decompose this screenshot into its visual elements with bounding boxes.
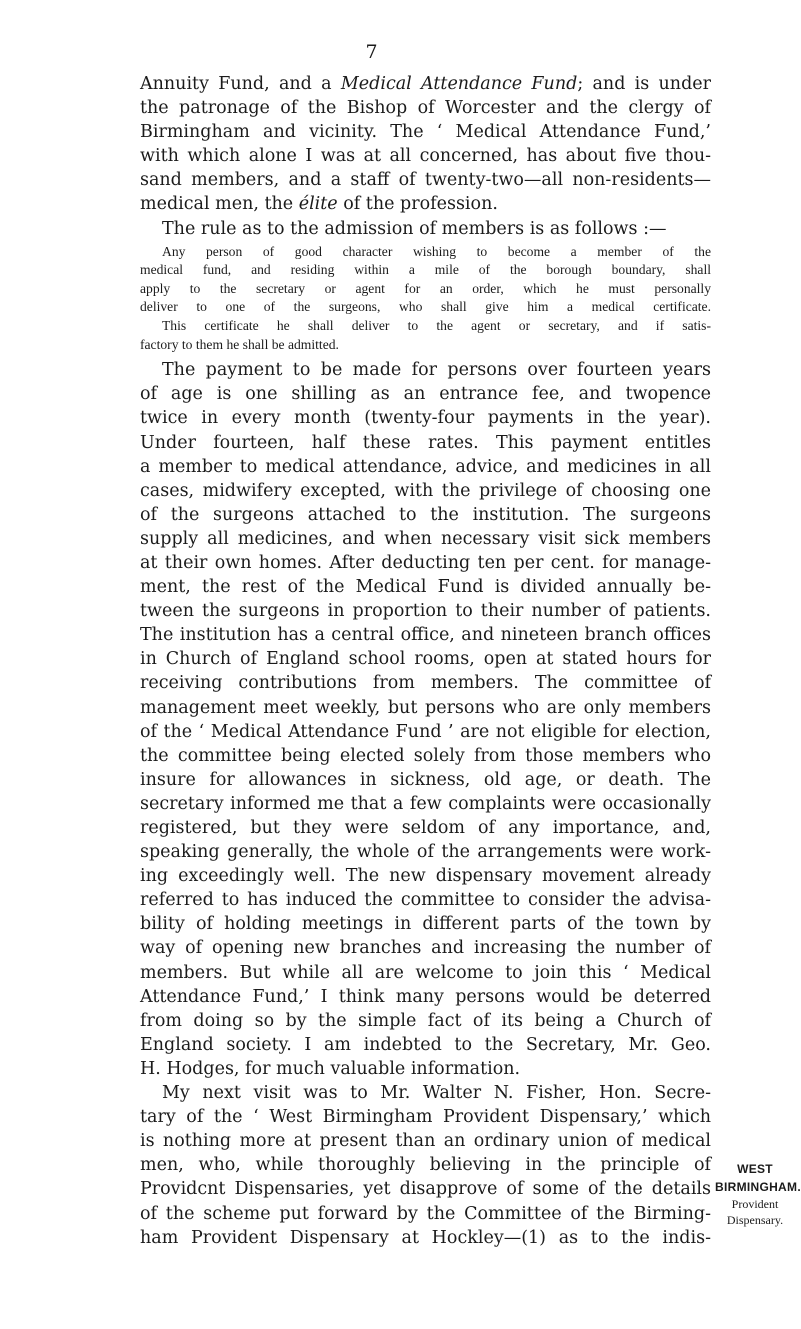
text-line: receiving contributions from members. The committee of xyxy=(140,673,711,694)
text-line: is nothing more at present than an ordinary union of medical xyxy=(140,1131,711,1152)
rule-intro: The rule as to the admission of members is as follows :— xyxy=(162,218,667,239)
text-line: ment, the rest of the Medical Fund is divided annually be- xyxy=(140,577,711,598)
text-line: referred to has induced the committee to consider the advisa- xyxy=(140,890,711,911)
text-line: Birmingham and vicinity. The ‘ Medical Attendance Fund,’ xyxy=(140,122,711,143)
text-line: The payment to be made for persons over fourteen years xyxy=(162,360,711,381)
text-line: ing exceedingly well. The new dispensary movement already xyxy=(140,866,711,887)
text-line: of the scheme put forward by the Committee of the Birming- xyxy=(140,1203,711,1224)
italic-elite: élite xyxy=(298,194,338,215)
text-line: My next visit was to Mr. Walter N. Fisher, Hon. Secre- xyxy=(162,1083,711,1104)
text-line: speaking generally, the whole of the arrangements were work- xyxy=(140,842,711,863)
text-fragment: medical men, the xyxy=(140,194,299,215)
text-line: The institution has a central office, and nineteen branch offices xyxy=(140,625,711,646)
text-fragment: ; and is under xyxy=(577,74,711,94)
text-line: bility of holding meetings in different parts of the town by xyxy=(140,914,711,935)
quoted-rule xyxy=(140,243,711,355)
text-line: ham Provident Dispensary at Hockley—(1) as to the indis- xyxy=(140,1227,711,1248)
text-line: Attendance Fund,’ I think many persons would be deterred xyxy=(140,986,711,1007)
quote-line: This certificate he shall deliver to the agent or secretary, and if satis- xyxy=(162,318,711,334)
text-line: H. Hodges, for much valuable information. xyxy=(140,1058,521,1079)
text-line: tary of the ‘ West Birmingham Provident Dispensary,’ which xyxy=(140,1107,711,1128)
quote-line: apply to the secretary or agent for an order, which he must personally xyxy=(140,280,711,296)
text-line: England society. I am indebted to the Secretary, Mr. Geo. xyxy=(140,1034,711,1055)
text-line: twice in every month (twenty-four payments in the year). xyxy=(140,408,711,429)
text-line: the patronage of the Bishop of Worcester and the clergy of xyxy=(140,98,711,119)
sidenote-title-line2: BIRMINGHAM. xyxy=(715,1180,801,1194)
page-number: 7 xyxy=(365,41,378,63)
quote-line: Any person of good character wishing to become a member of the xyxy=(162,243,711,259)
text-line: insure for allowances in sickness, old age, or death. The xyxy=(140,769,711,790)
text-line: from doing so by the simple fact of its being a Church of xyxy=(140,1010,711,1031)
quote-line: deliver to one of the surgeons, who shall give him a medical certificate. xyxy=(140,299,711,315)
text-line: the committee being elected solely from those members who xyxy=(140,745,711,766)
sidenote-title-line1: WEST xyxy=(737,1162,773,1176)
quote-line: factory to them he shall be admitted. xyxy=(140,336,339,352)
italic-fund-name: Medical Attendance Fund xyxy=(340,74,578,94)
text-line: Providcnt Dispensaries, yet disapprove of some of the details xyxy=(140,1179,711,1200)
text-line: secretary informed me that a few complaints were occasionally xyxy=(140,793,711,814)
text-fragment: Annuity Fund, and a xyxy=(140,74,341,94)
text-line: in Church of England school rooms, open at stated hours for xyxy=(140,649,711,670)
text-line: of the ‘ Medical Attendance Fund ’ are not eligible for election, xyxy=(140,721,711,742)
text-line: Under fourteen, half these rates. This payment entitles xyxy=(140,432,711,453)
text-line: at their own homes. After deducting ten per cent. for manage- xyxy=(140,552,711,573)
text-line: with which alone I was at all concerned, has about five thou- xyxy=(140,146,711,167)
text-line: registered, but they were seldom of any importance, and, xyxy=(140,818,711,838)
text-line: tween the surgeons in proportion to their number of patients. xyxy=(140,601,711,622)
text-line: members. But while all are welcome to join this ‘ Medical xyxy=(140,962,711,983)
text-line: men, who, while thoroughly believing in the principle of xyxy=(140,1155,711,1176)
text-line: sand members, and a staff of twenty-two—all non-residents— xyxy=(140,170,711,191)
text-line: management meet weekly, but persons who are only members xyxy=(140,697,711,718)
text-line xyxy=(140,72,711,96)
text-line xyxy=(140,192,711,216)
sidenote-sub-line1: Provident xyxy=(731,1197,779,1211)
margin-sidenote xyxy=(715,1160,801,1228)
text-line: of age is one shilling as an entrance fee, and twopence xyxy=(140,384,711,405)
text-line: supply all medicines, and when necessary visit sick members xyxy=(140,528,711,549)
text-line: way of opening new branches and increasing the number of xyxy=(140,938,711,959)
text-column xyxy=(140,72,711,1250)
text-line: of the surgeons attached to the institution. The surgeons xyxy=(140,504,711,525)
text-fragment: of the profession. xyxy=(337,194,498,215)
sidenote-sub-line2: Dispensary. xyxy=(726,1213,784,1227)
quote-line: medical fund, and residing within a mile of the borough boundary, shall xyxy=(140,262,711,278)
text-line: a member to medical attendance, advice, and medicines in all xyxy=(140,456,711,477)
text-line: cases, midwifery excepted, with the privilege of choosing one xyxy=(140,480,711,501)
